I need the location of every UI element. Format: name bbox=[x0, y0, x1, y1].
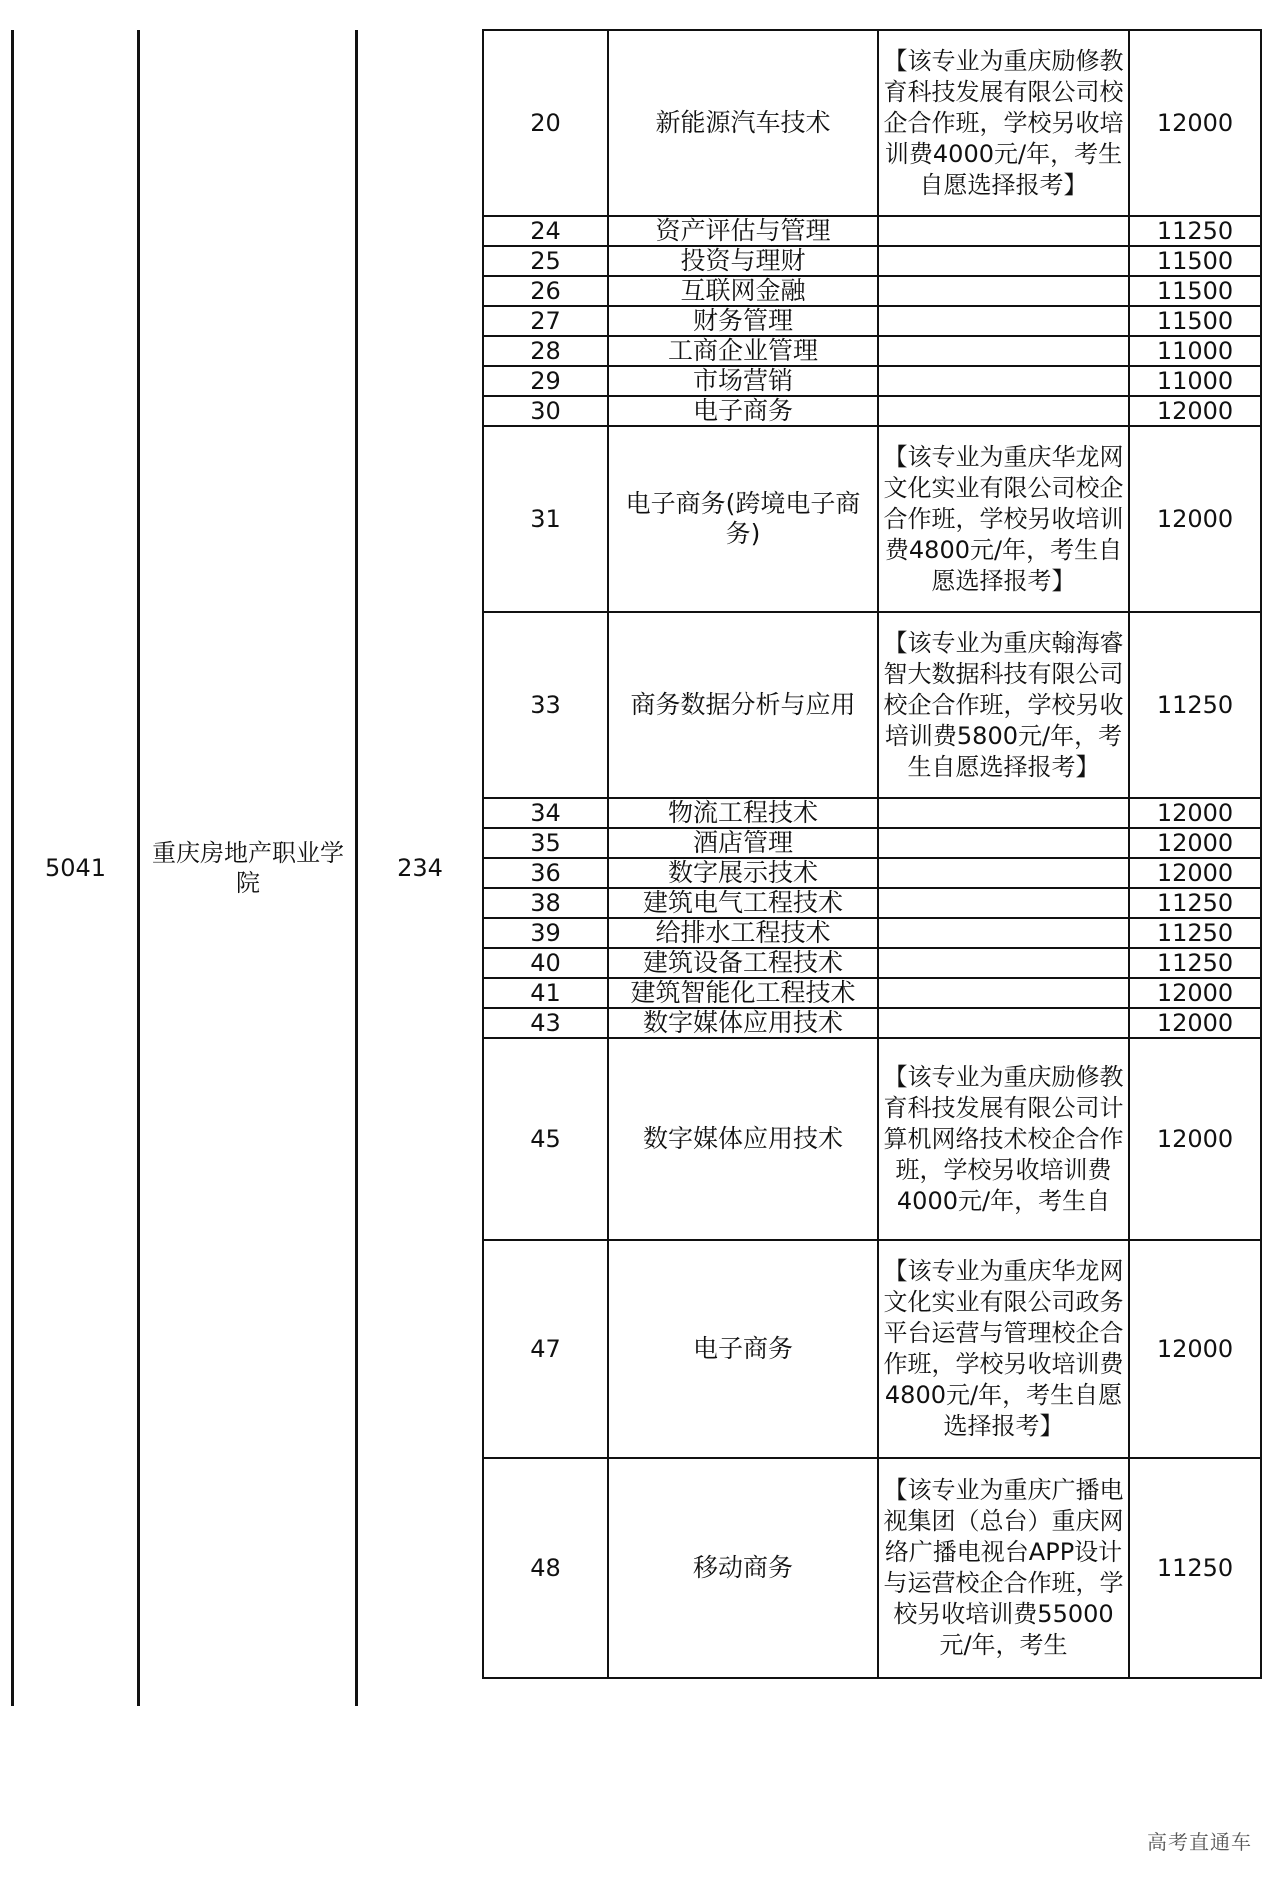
major-row bbox=[483, 30, 1261, 216]
major-name: 数字展示技术 bbox=[608, 858, 878, 888]
major-note bbox=[878, 858, 1129, 888]
major-code: 26 bbox=[483, 276, 608, 306]
major-name: 建筑电气工程技术 bbox=[608, 888, 878, 918]
major-note: 【该专业为重庆广播电视集团（总台）重庆网络广播电视台APP设计与运营校企合作班，学校另收培训费55000元/年，考生 bbox=[878, 1458, 1129, 1678]
major-note bbox=[878, 888, 1129, 918]
major-fee: 11500 bbox=[1129, 276, 1261, 306]
major-row bbox=[483, 216, 1261, 246]
major-code: 20 bbox=[483, 30, 608, 216]
major-row bbox=[483, 1458, 1261, 1678]
major-code: 35 bbox=[483, 828, 608, 858]
major-row bbox=[483, 798, 1261, 828]
major-row bbox=[483, 948, 1261, 978]
major-fee: 11250 bbox=[1129, 888, 1261, 918]
school-plan-count: 234 bbox=[397, 854, 443, 882]
major-name: 物流工程技术 bbox=[608, 798, 878, 828]
major-row bbox=[483, 396, 1261, 426]
major-name: 资产评估与管理 bbox=[608, 216, 878, 246]
major-code: 28 bbox=[483, 336, 608, 366]
major-fee: 11250 bbox=[1129, 612, 1261, 798]
major-fee: 11500 bbox=[1129, 306, 1261, 336]
table-border-col1 bbox=[137, 30, 140, 1706]
major-row bbox=[483, 1240, 1261, 1458]
major-fee: 12000 bbox=[1129, 858, 1261, 888]
major-name: 建筑设备工程技术 bbox=[608, 948, 878, 978]
major-name: 酒店管理 bbox=[608, 828, 878, 858]
major-row bbox=[483, 828, 1261, 858]
school-name: 重庆房地产职业学院 bbox=[152, 839, 344, 897]
major-row bbox=[483, 978, 1261, 1008]
major-fee: 12000 bbox=[1129, 798, 1261, 828]
major-code: 47 bbox=[483, 1240, 608, 1458]
major-code: 24 bbox=[483, 216, 608, 246]
major-note bbox=[878, 336, 1129, 366]
major-code: 39 bbox=[483, 918, 608, 948]
major-name: 市场营销 bbox=[608, 366, 878, 396]
major-note bbox=[878, 216, 1129, 246]
major-fee: 12000 bbox=[1129, 396, 1261, 426]
major-fee: 11250 bbox=[1129, 1458, 1261, 1678]
major-row bbox=[483, 1008, 1261, 1038]
major-row bbox=[483, 306, 1261, 336]
major-row bbox=[483, 888, 1261, 918]
major-note: 【该专业为重庆华龙网文化实业有限公司校企合作班，学校另收培训费4800元/年，考生自愿选择报考】 bbox=[878, 426, 1129, 612]
major-name: 电子商务 bbox=[608, 1240, 878, 1458]
major-code: 33 bbox=[483, 612, 608, 798]
major-row bbox=[483, 426, 1261, 612]
major-note bbox=[878, 306, 1129, 336]
major-fee: 12000 bbox=[1129, 978, 1261, 1008]
major-name: 数字媒体应用技术 bbox=[608, 1008, 878, 1038]
major-name: 给排水工程技术 bbox=[608, 918, 878, 948]
major-fee: 12000 bbox=[1129, 1240, 1261, 1458]
major-code: 27 bbox=[483, 306, 608, 336]
major-code: 43 bbox=[483, 1008, 608, 1038]
major-fee: 12000 bbox=[1129, 1008, 1261, 1038]
major-row bbox=[483, 336, 1261, 366]
major-note bbox=[878, 276, 1129, 306]
major-note bbox=[878, 918, 1129, 948]
major-note bbox=[878, 396, 1129, 426]
major-name: 投资与理财 bbox=[608, 246, 878, 276]
major-row bbox=[483, 276, 1261, 306]
major-name: 财务管理 bbox=[608, 306, 878, 336]
major-fee: 11000 bbox=[1129, 366, 1261, 396]
major-code: 30 bbox=[483, 396, 608, 426]
major-note bbox=[878, 1008, 1129, 1038]
major-name: 工商企业管理 bbox=[608, 336, 878, 366]
major-code: 31 bbox=[483, 426, 608, 612]
major-name: 电子商务 bbox=[608, 396, 878, 426]
major-row bbox=[483, 858, 1261, 888]
major-code: 34 bbox=[483, 798, 608, 828]
major-code: 38 bbox=[483, 888, 608, 918]
major-note bbox=[878, 366, 1129, 396]
major-fee: 12000 bbox=[1129, 30, 1261, 216]
major-note: 【该专业为重庆励修教育科技发展有限公司校企合作班，学校另收培训费4000元/年，考生自愿选择报考】 bbox=[878, 30, 1129, 216]
majors-table-body bbox=[483, 30, 1261, 1678]
major-note bbox=[878, 978, 1129, 1008]
major-row bbox=[483, 612, 1261, 798]
major-name: 新能源汽车技术 bbox=[608, 30, 878, 216]
major-fee: 12000 bbox=[1129, 1038, 1261, 1240]
major-fee: 12000 bbox=[1129, 828, 1261, 858]
major-code: 36 bbox=[483, 858, 608, 888]
major-note: 【该专业为重庆励修教育科技发展有限公司计算机网络技术校企合作班，学校另收培训费4000元/年，考生自 bbox=[878, 1038, 1129, 1240]
major-name: 商务数据分析与应用 bbox=[608, 612, 878, 798]
major-name: 数字媒体应用技术 bbox=[608, 1038, 878, 1240]
major-fee: 11250 bbox=[1129, 948, 1261, 978]
school-code: 5041 bbox=[44, 854, 107, 882]
major-name: 电子商务(跨境电子商务) bbox=[608, 426, 878, 612]
major-fee: 11250 bbox=[1129, 918, 1261, 948]
watermark-text: 高考直通车 bbox=[1147, 1830, 1252, 1854]
major-note bbox=[878, 246, 1129, 276]
major-note bbox=[878, 828, 1129, 858]
major-row bbox=[483, 918, 1261, 948]
major-row bbox=[483, 366, 1261, 396]
major-row bbox=[483, 246, 1261, 276]
major-fee: 11000 bbox=[1129, 336, 1261, 366]
major-code: 45 bbox=[483, 1038, 608, 1240]
major-code: 41 bbox=[483, 978, 608, 1008]
major-row bbox=[483, 1038, 1261, 1240]
major-name: 互联网金融 bbox=[608, 276, 878, 306]
major-note bbox=[878, 798, 1129, 828]
major-code: 40 bbox=[483, 948, 608, 978]
major-fee: 11250 bbox=[1129, 216, 1261, 246]
major-fee: 12000 bbox=[1129, 426, 1261, 612]
majors-table bbox=[482, 29, 1262, 1679]
major-code: 29 bbox=[483, 366, 608, 396]
major-note bbox=[878, 948, 1129, 978]
major-note: 【该专业为重庆华龙网文化实业有限公司政务平台运营与管理校企合作班，学校另收培训费4800元/年，考生自愿选择报考】 bbox=[878, 1240, 1129, 1458]
major-fee: 11500 bbox=[1129, 246, 1261, 276]
major-code: 25 bbox=[483, 246, 608, 276]
major-code: 48 bbox=[483, 1458, 608, 1678]
major-name: 移动商务 bbox=[608, 1458, 878, 1678]
major-name: 建筑智能化工程技术 bbox=[608, 978, 878, 1008]
major-note: 【该专业为重庆翰海睿智大数据科技有限公司校企合作班，学校另收培训费5800元/年，考生自愿选择报考】 bbox=[878, 612, 1129, 798]
